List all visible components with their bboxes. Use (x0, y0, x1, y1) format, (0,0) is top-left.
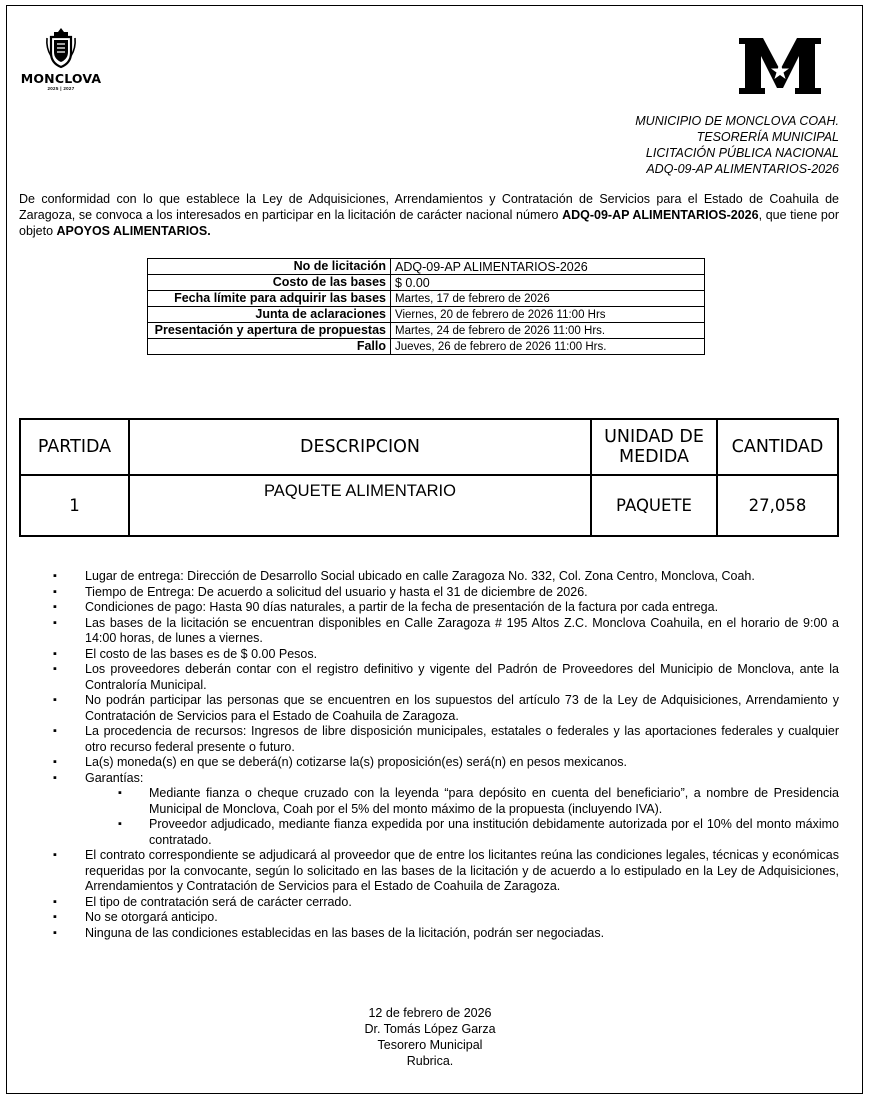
list-item: ▪ El costo de las bases es de $ 0.00 Pesos. (19, 647, 839, 663)
conditions-list (19, 569, 839, 941)
guarantees-list (85, 786, 839, 848)
header-tender-type: LICITACIÓN PÚBLICA NACIONAL (645, 146, 839, 160)
list-item: ▪ Lugar de entrega: Dirección de Desarrollo Social ubicado en calle Zaragoza No. 332, Col. Zona Centro, Monclova, Coah. (19, 569, 839, 585)
info-row (148, 275, 705, 291)
signature-note: Rubrica. (406, 1054, 454, 1068)
list-item: ▪ Ninguna de las condiciones establecidas en las bases de la licitación, podrán ser negociadas. (19, 926, 839, 942)
logo-years: 2025 | 2027 (47, 86, 75, 91)
list-item: ▪ No se otorgará anticipo. (19, 910, 839, 926)
info-row (148, 291, 705, 307)
info-value: Martes, 17 de febrero de 2026 (391, 291, 705, 307)
signature-title: Tesorero Municipal (377, 1038, 483, 1052)
signature-block (330, 1005, 530, 1069)
list-item: ▪ El tipo de contratación será de carácter cerrado. (19, 895, 839, 911)
header-municipality: MUNICIPIO DE MONCLOVA COAH. (635, 114, 839, 128)
guarantees-label: Garantías: (85, 770, 144, 785)
info-value: Martes, 24 de febrero de 2026 11:00 Hrs. (391, 323, 705, 339)
header-treasury: TESORERÍA MUNICIPAL (696, 130, 839, 144)
signature-date: 12 de febrero de 2026 (368, 1006, 492, 1020)
info-row (148, 339, 705, 355)
info-label: Fecha límite para adquirir las bases (148, 291, 391, 307)
list-item: ▪ Mediante fianza o cheque cruzado con la leyenda “para depósito en cuenta del beneficiario”, a nombre de Presidencia Municipal de Monclova, Coah por el 5% del monto máximo de la propuesta (incluyendo IVA). (85, 786, 839, 817)
info-value: Jueves, 26 de febrero de 2026 11:00 Hrs. (391, 339, 705, 355)
items-header-row (20, 419, 838, 475)
info-value: ADQ-09-AP ALIMENTARIOS-2026 (391, 259, 705, 275)
info-label: Presentación y apertura de propuestas (148, 323, 391, 339)
list-item: ▪ Los proveedores deberán contar con el registro definitivo y vigente del Padrón de Proveedores del Municipio de Monclova, ante la Contraloría Municipal. (19, 662, 839, 693)
info-row (148, 259, 705, 275)
items-table (19, 418, 839, 537)
list-item: ▪ No podrán participar las personas que se encuentren en los supuestos del artículo 73 de la Ley de Adquisiciones, Arrendamiento y Contratación de Servicios para el Estado de Coahuila de Zaragoza. (19, 693, 839, 724)
cell-descripcion: PAQUETE ALIMENTARIO (129, 475, 591, 536)
header-tender-number: ADQ-09-AP ALIMENTARIOS-2026 (646, 162, 839, 176)
info-row (148, 307, 705, 323)
list-item: ▪ Tiempo de Entrega: De acuerdo a solicitud del usuario y hasta el 31 de diciembre de 2026. (19, 585, 839, 601)
header-cantidad: CANTIDAD (717, 419, 838, 475)
header-descripcion: DESCRIPCION (129, 419, 591, 475)
list-item: ▪ El contrato correspondiente se adjudicará al proveedor que de entre los licitantes reúna las condiciones legales, técnicas y económicas requeridas por la convocante, según lo solicitado en las bases de la licitación y de acuerdo a lo estipulado en la Ley de Adquisiciones, Arrendamientos y Contratación de Servicios para el Estado de Coahuila de Zaragoza. (19, 848, 839, 895)
tender-info-table (147, 258, 705, 355)
info-label: Costo de las bases (148, 275, 391, 291)
signature-name: Dr. Tomás López Garza (364, 1022, 496, 1036)
info-value: Viernes, 20 de febrero de 2026 11:00 Hrs (391, 307, 705, 323)
list-item: ▪ La(s) moneda(s) en que se deberá(n) cotizarse la(s) proposición(es) será(n) en pesos mexicanos. (19, 755, 839, 771)
list-item: ▪ La procedencia de recursos: Ingresos de libre disposición municipales, estatales o federales y las aportaciones federales y cualquier otro recurso federal presente o futuro. (19, 724, 839, 755)
intro-tender-number: ADQ-09-AP ALIMENTARIOS-2026 (562, 208, 759, 222)
info-label: No de licitación (148, 259, 391, 275)
monclova-m-star-logo (737, 36, 823, 96)
cell-cantidad: 27,058 (717, 475, 838, 536)
intro-text-2: , que tiene por objeto (19, 208, 839, 238)
coat-of-arms-icon (45, 26, 77, 70)
info-label: Junta de aclaraciones (148, 307, 391, 323)
list-item: ▪ Condiciones de pago: Hasta 90 días naturales, a partir de la fecha de presentación de la factura por cada entrega. (19, 600, 839, 616)
info-row (148, 323, 705, 339)
header-block (635, 113, 839, 177)
m-star-icon (737, 36, 823, 96)
list-item: ▪ Proveedor adjudicado, mediante fianza expedida por una institución debidamente autorizada por el 10% del monto máximo contratado. (85, 817, 839, 848)
info-value: $ 0.00 (391, 275, 705, 291)
list-item: ▪ Las bases de la licitación se encuentran disponibles en Calle Zaragoza # 195 Altos Z.C. Monclova Coahuila, en el horario de 9:00 a 14:00 horas, de lunes a viernes. (19, 616, 839, 647)
cell-partida: 1 (20, 475, 129, 536)
logo-name: MONCLOVA (20, 71, 102, 86)
header-partida: PARTIDA (20, 419, 129, 475)
intro-text-1: De conformidad con lo que establece la Ley de Adquisiciones, Arrendamientos y Contratación de Servicios para el Estado de Coahuila de Zaragoza, se convoca a los interesados en participar en la licitación de carácter nacional número (19, 192, 839, 222)
cell-unidad: PAQUETE (591, 475, 717, 536)
monclova-logo (18, 26, 104, 96)
list-item-guarantees (19, 771, 839, 849)
intro-paragraph (19, 191, 839, 239)
intro-object: APOYOS ALIMENTARIOS. (56, 224, 211, 238)
header-unidad: UNIDAD DE MEDIDA (591, 419, 717, 475)
info-label: Fallo (148, 339, 391, 355)
table-row (20, 475, 838, 536)
